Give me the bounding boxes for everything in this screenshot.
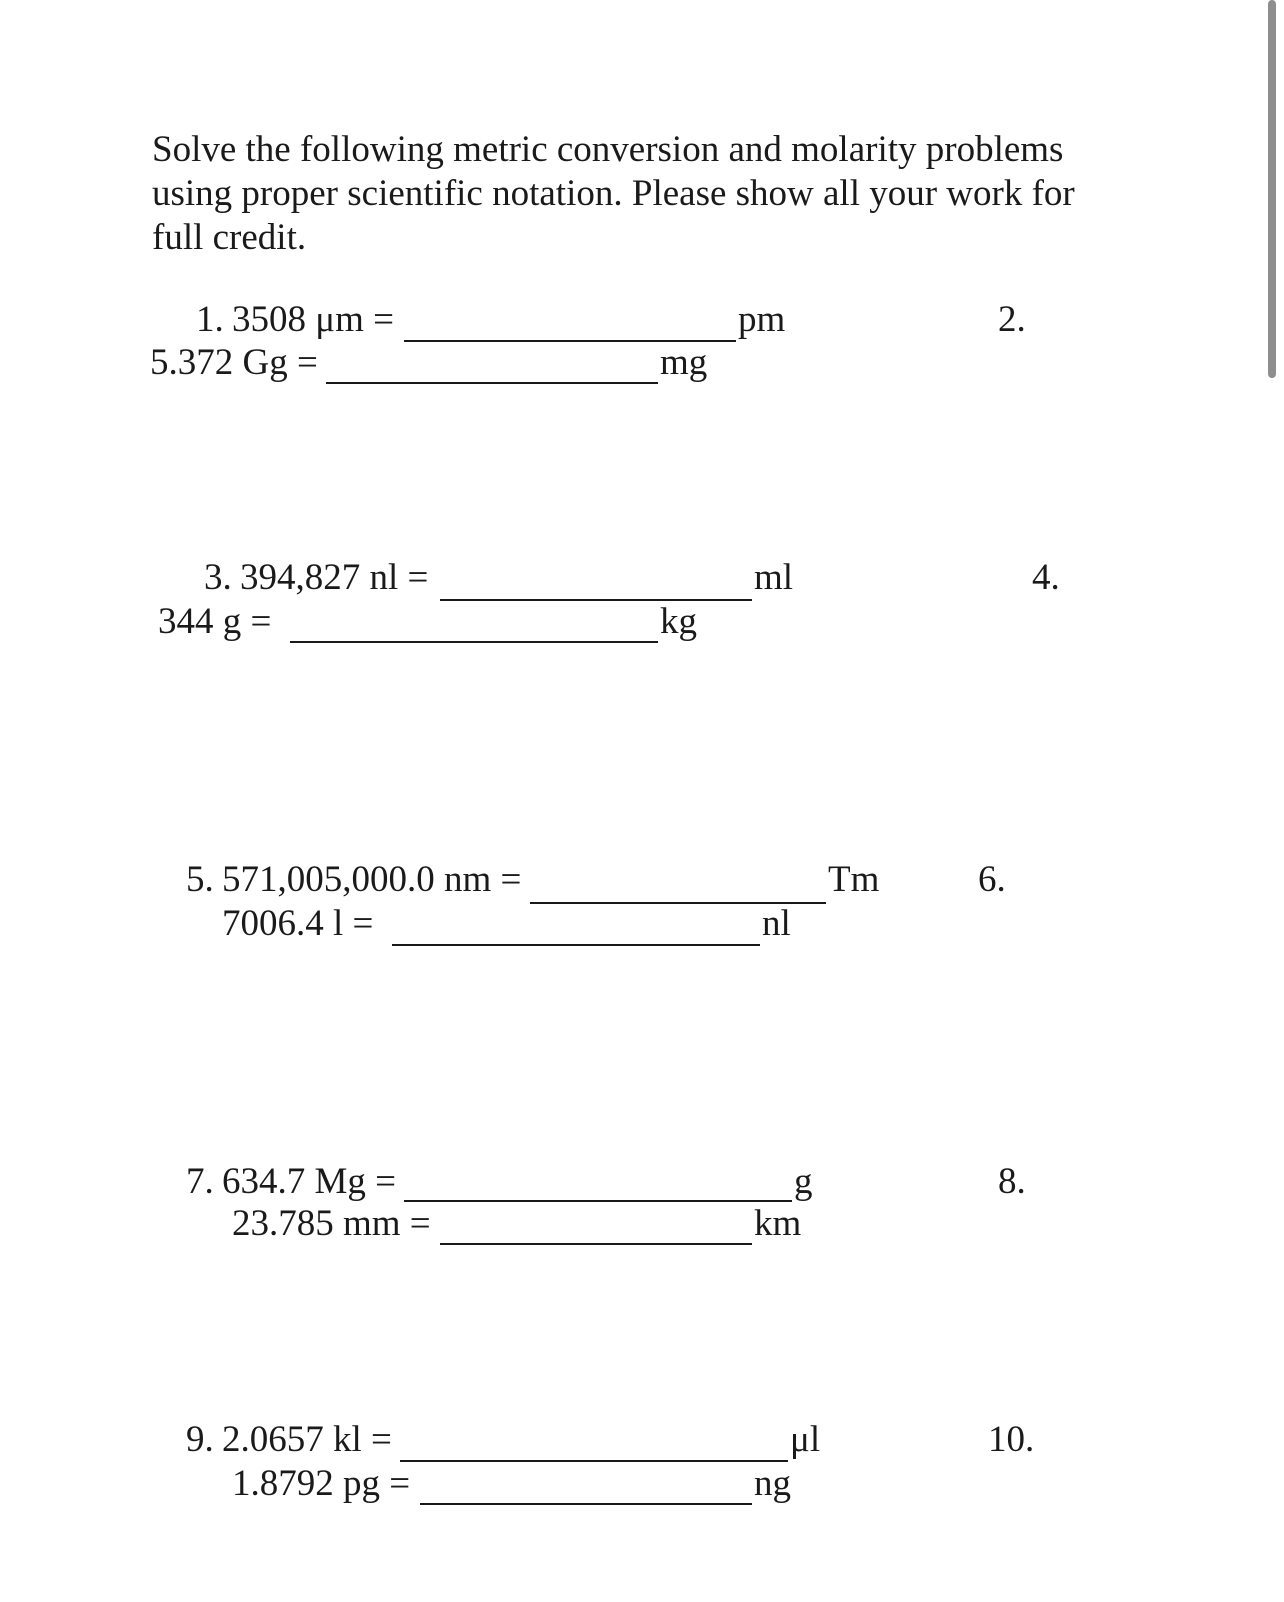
problem-3-target-unit: ml bbox=[754, 557, 794, 598]
problem-5-target-unit: Tm bbox=[828, 859, 880, 900]
problem-9-given: 2.0657 kl = bbox=[222, 1419, 392, 1460]
problem-2-given: 5.372 Gg = bbox=[150, 342, 318, 383]
problem-10-given: 1.8792 pg = bbox=[232, 1463, 411, 1504]
problem-8-answer-blank[interactable] bbox=[440, 1243, 752, 1245]
problem-7-answer-blank[interactable] bbox=[404, 1200, 792, 1202]
problem-4-answer-blank[interactable] bbox=[290, 641, 658, 643]
problem-2-target-unit: mg bbox=[660, 342, 708, 383]
problem-7-number: 7. bbox=[186, 1161, 214, 1202]
problem-1-number: 1. bbox=[196, 299, 224, 340]
scrollbar[interactable] bbox=[1268, 0, 1276, 378]
problem-8-given: 23.785 mm = bbox=[232, 1203, 431, 1244]
problem-6-answer-blank[interactable] bbox=[392, 944, 760, 946]
problem-9-answer-blank[interactable] bbox=[400, 1460, 788, 1462]
problem-8-number: 8. bbox=[998, 1161, 1026, 1202]
problem-1-given: 3508 μm = bbox=[232, 299, 394, 340]
problem-9-number: 9. bbox=[186, 1419, 214, 1460]
problem-10-number: 10. bbox=[988, 1419, 1035, 1460]
problem-10-answer-blank[interactable] bbox=[420, 1503, 752, 1505]
problem-1-target-unit: pm bbox=[738, 299, 786, 340]
problem-7-target-unit: g bbox=[794, 1161, 813, 1202]
problem-2-answer-blank[interactable] bbox=[326, 382, 658, 384]
instructions-line-2: using proper scientific notation. Please show all your work for bbox=[152, 173, 1075, 214]
problem-4-given: 344 g = bbox=[158, 601, 272, 642]
problem-5-given: 571,005,000.0 nm = bbox=[222, 859, 522, 900]
problem-7-given: 634.7 Mg = bbox=[222, 1161, 397, 1202]
problem-5-number: 5. bbox=[186, 859, 214, 900]
problem-3-given: 394,827 nl = bbox=[240, 557, 429, 598]
problem-4-target-unit: kg bbox=[660, 601, 697, 642]
problem-3-answer-blank[interactable] bbox=[440, 599, 752, 601]
problem-9-target-unit: μl bbox=[790, 1419, 821, 1460]
problem-8-target-unit: km bbox=[754, 1203, 802, 1244]
problem-2-number: 2. bbox=[998, 299, 1026, 340]
problem-6-given: 7006.4 l = bbox=[222, 903, 374, 944]
instructions-line-3: full credit. bbox=[152, 217, 307, 258]
problem-10-target-unit: ng bbox=[754, 1463, 791, 1504]
problem-6-number: 6. bbox=[978, 859, 1006, 900]
problem-6-target-unit: nl bbox=[762, 903, 791, 944]
instructions-line-1: Solve the following metric conversion and molarity problems bbox=[152, 129, 1064, 170]
problem-3-number: 3. bbox=[204, 557, 232, 598]
instructions-paragraph bbox=[152, 128, 1112, 260]
problem-4-number: 4. bbox=[1032, 557, 1060, 598]
